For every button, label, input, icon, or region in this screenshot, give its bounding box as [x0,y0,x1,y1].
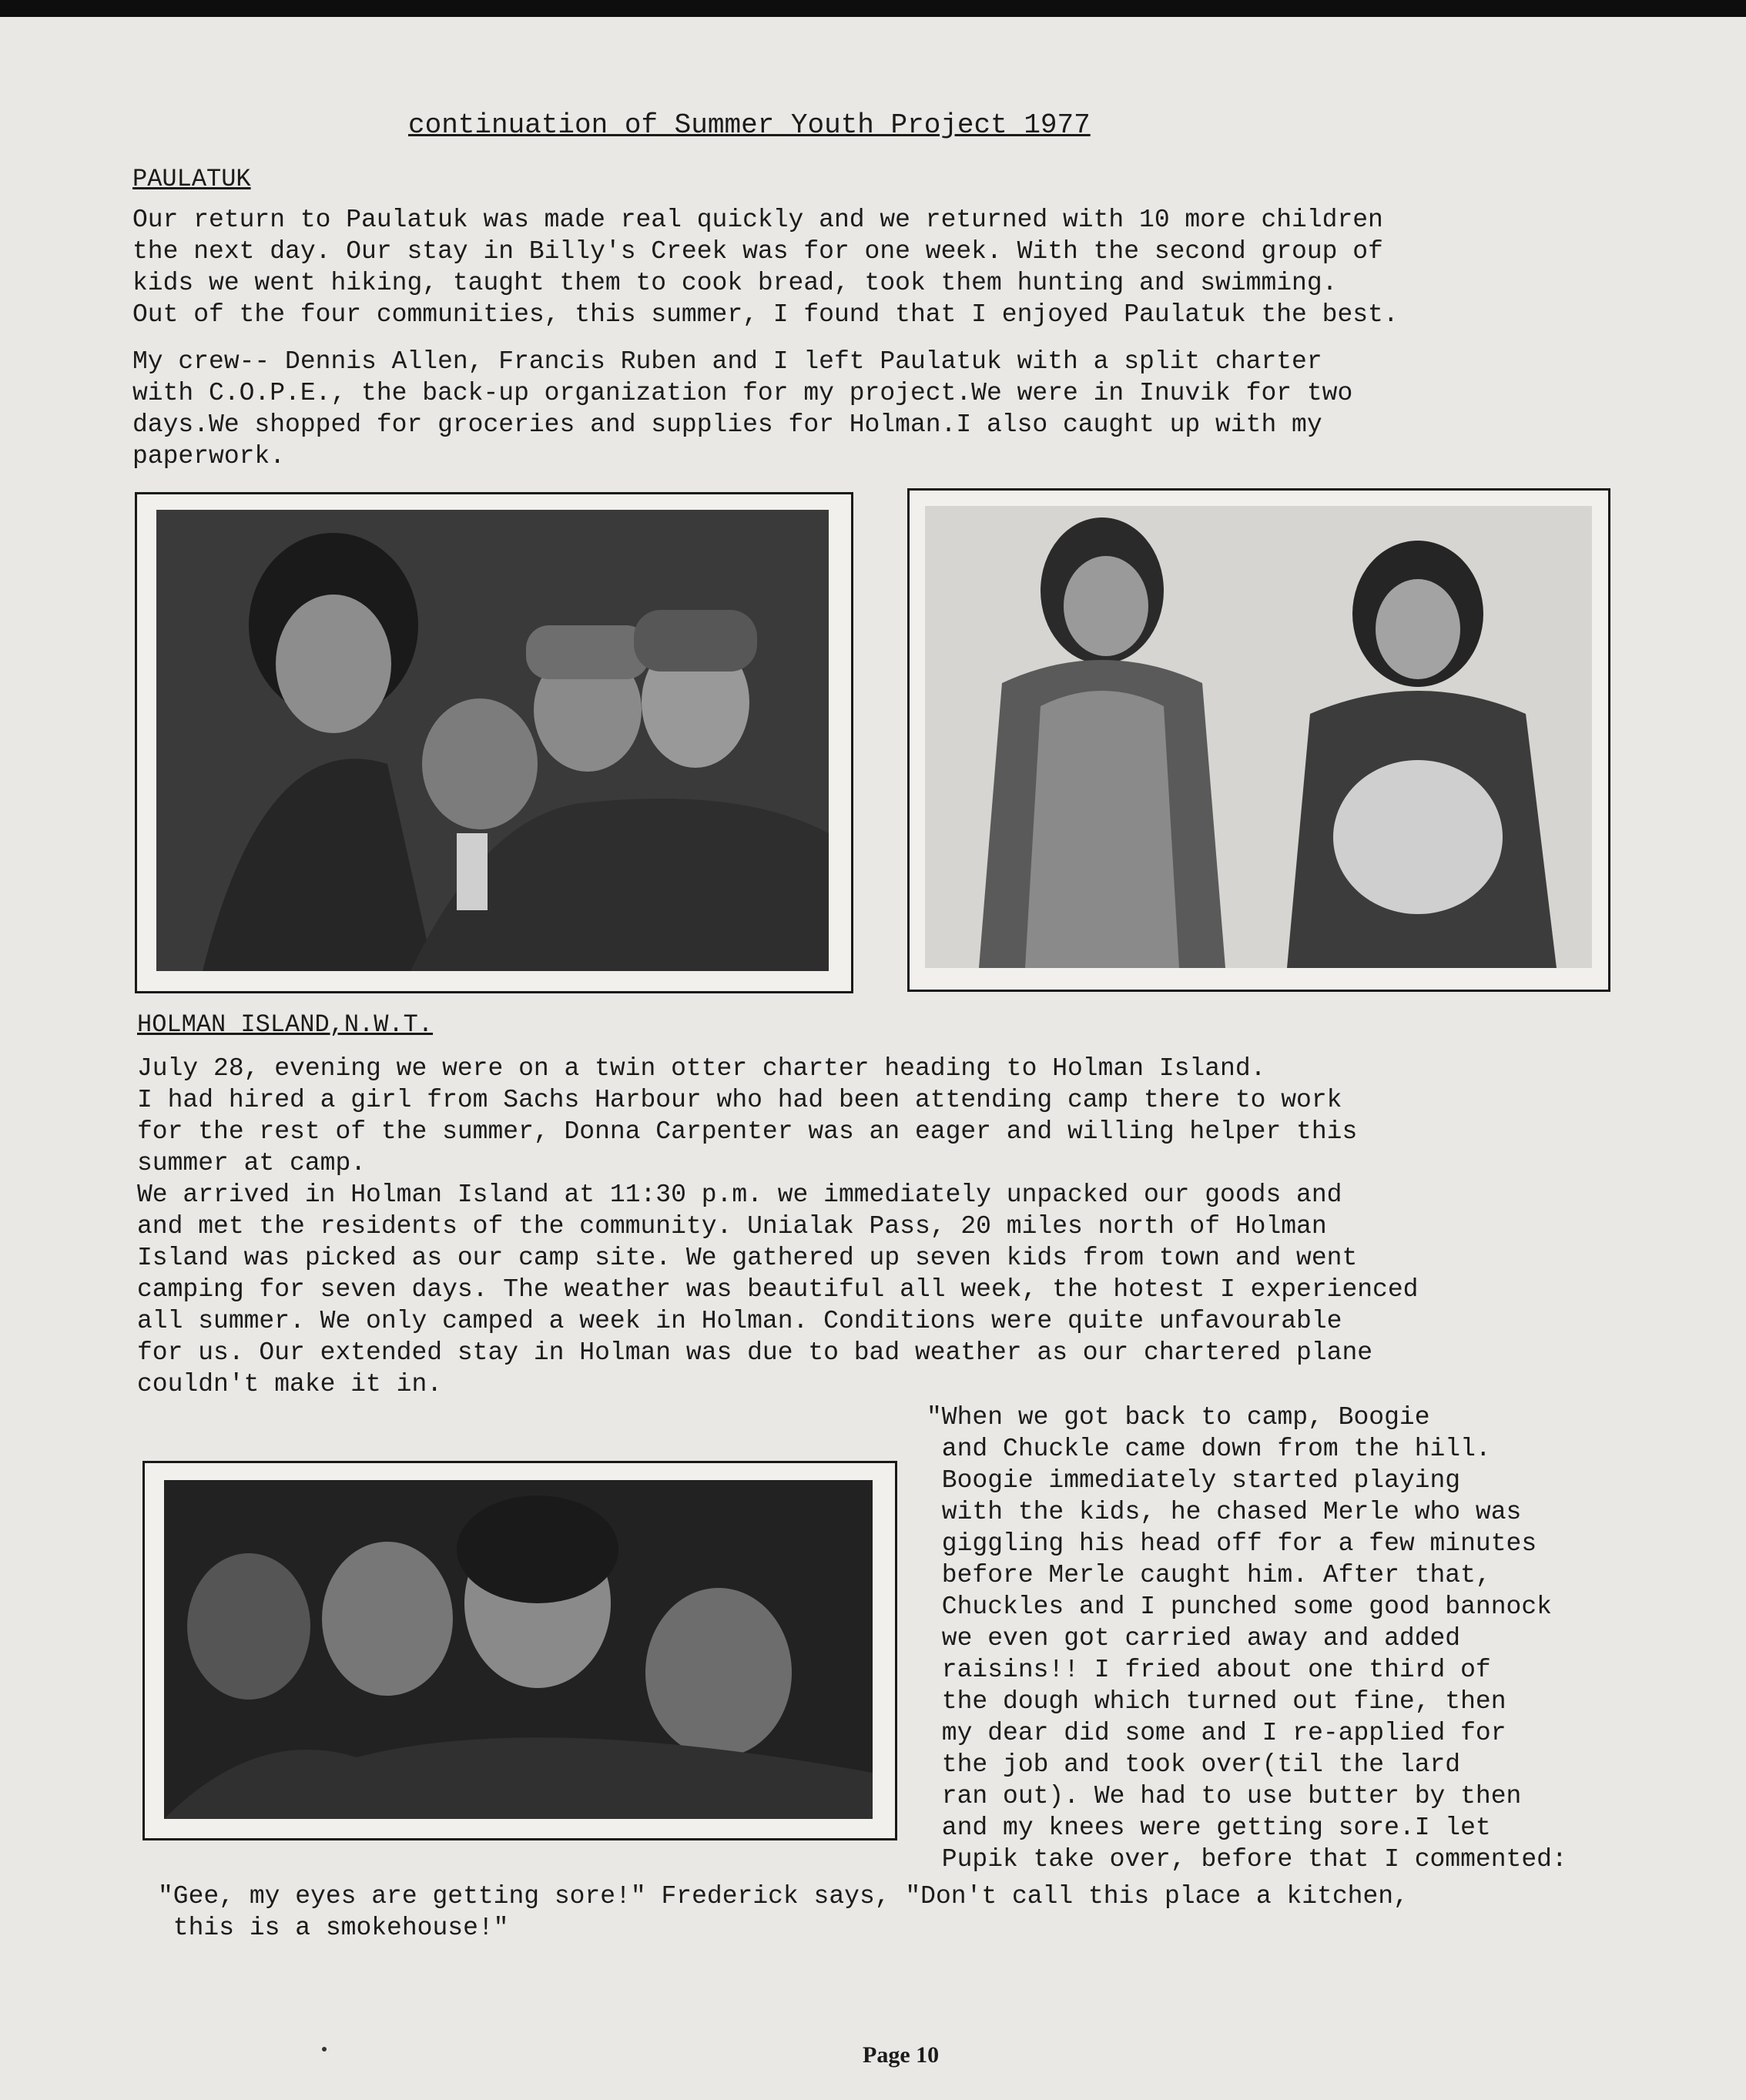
page-heading: continuation of Summer Youth Project 1977 [408,109,1091,141]
scan-speck [322,2047,327,2051]
photo-two-seated [925,506,1592,968]
page-number: Page 10 [863,2042,940,2068]
document-page [0,17,1746,2100]
photo-frame-four-kids [142,1461,897,1840]
quote-column: "When we got back to camp, Boogie and Chuckle came down from the hill. Boogie immediately started playing with the kids, he chased Merle who was giggling his head off for a few minutes before Merle caught him. After that, Chuckles and I punched some good bannock we even got carried away and added raisins!! I fried about one third of the dough which turned out fine, then my dear did some and I re-applied for the job and took over(til the lard ran out). We had to use butter by then and my knees were getting sore.I let Pupik take over, before that I commented: [927,1403,1567,1874]
photo-frame-two-seated [907,488,1610,992]
scan-edge [0,0,1746,17]
photo-children-group [156,510,829,971]
paulatuk-paragraph-2: My crew-- Dennis Allen, Francis Ruben and I left Paulatuk with a split charter with C.O.P.E., the back-up organization for my project.We were in Inuvik for two days.We shopped for groceries and supplies for Holman.I also caught up with my paperwork. [132,347,1353,471]
photo-four-kids [164,1480,873,1819]
photo-frame-group-four [135,492,853,993]
holman-paragraph: July 28, evening we were on a twin otter charter heading to Holman Island. I had hired a girl from Sachs Harbour who had been attending camp there to work for the rest of the summer, Donna Carpenter was an eager and willing helper this summer at camp. We arrived in Holman Island at 11:30 p.m. we immediately unpacked our goods and and met the residents of the community. Unialak Pass, 20 miles north of Holman Island was picked as our camp site. We gathered up seven kids from town and went camping for seven days. The weather was beautiful all week, the hotest I experienced all summer. We only camped a week in Holman. Conditions were quite unfavourable for us. Our extended stay in Holman was due to bad weather as our chartered plane couldn't make it in. [137,1054,1419,1398]
quote-closing: "Gee, my eyes are getting sore!" Frederick says, "Don't call this place a kitchen, this is a smokehouse!" [158,1882,1409,1942]
paulatuk-paragraph-1: Our return to Paulatuk was made real quickly and we returned with 10 more children the next day. Our stay in Billy's Creek was for one week. With the second group of kids we went hiking, taught them to cook bread, took them hunting and swimming. Out of the four communities, this summer, I found that I enjoyed Paulatuk the best. [132,206,1399,329]
section-title-paulatuk: PAULATUK [132,165,251,193]
section-title-holman-island: HOLMAN ISLAND,N.W.T. [137,1010,434,1039]
